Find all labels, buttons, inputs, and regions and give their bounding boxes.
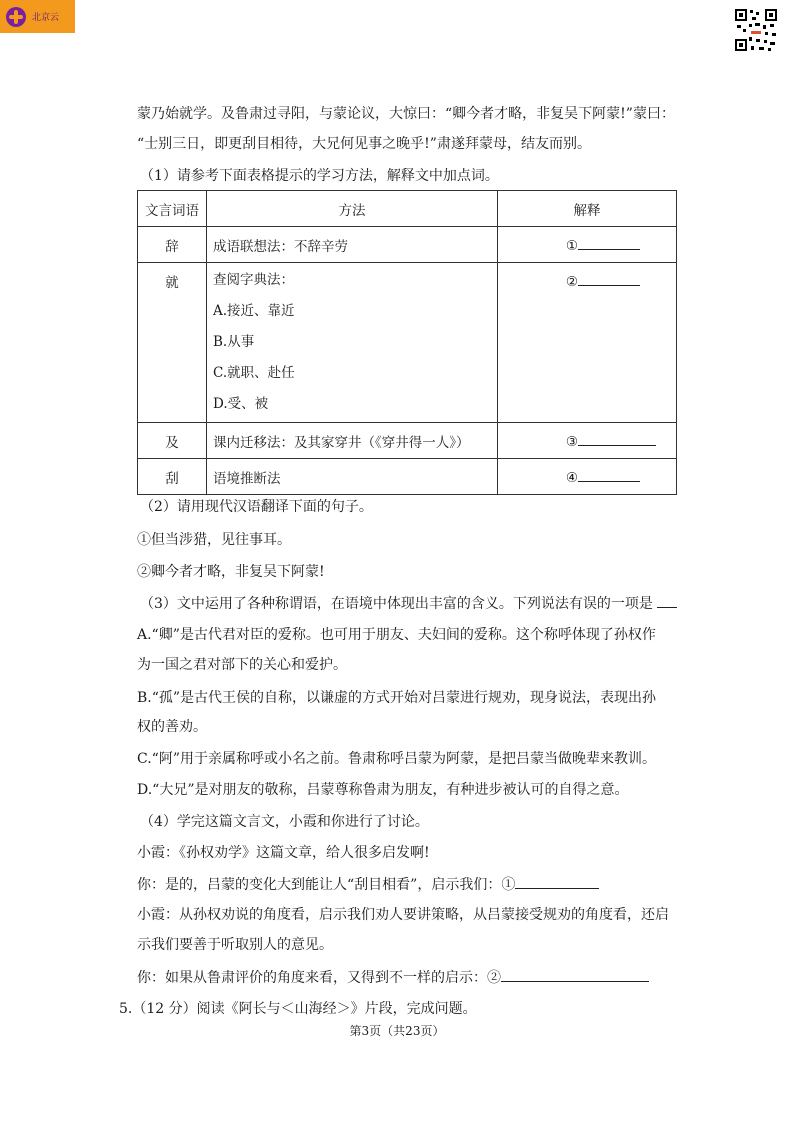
table-row [138,459,677,495]
q4-answer-blank-2[interactable] [501,967,649,982]
word-cell: 就 [138,263,207,423]
q2-item-2-text: 卿今者才略，非复吴下阿蒙! [151,564,325,580]
q2-item-2 [137,562,325,582]
brand-logo [0,0,75,33]
page-footer: 第3页（共23页） [349,1024,445,1038]
answer-blank-2[interactable] [578,271,640,286]
q3-option-b-line-2: 权的善劝。 [137,719,207,735]
table-row [138,423,677,459]
method-cell [207,263,498,423]
q3-option-a-line-1: A.“卿”是古代君对臣的爱称。也可用于朋友、夫妇间的爱称。这个称呼体现了孙权作 [137,627,656,643]
method-line: B.从事 [213,334,255,350]
header-method: 方法 [207,191,498,227]
q3-option-b-line-1: B.“孤”是古代王侯的自称，以谦虚的方式开始对吕蒙进行规劝，现身说法，表现出孙 [137,690,657,706]
word-cell: 及 [138,423,207,459]
q4-line-4 [137,967,649,988]
q2-item-1 [137,530,291,550]
q4-marker-2: ② [487,970,501,986]
answer-blank-4[interactable] [578,467,640,482]
q3-option-a-line-2: 为一国之君对部下的关心和爱护。 [137,657,347,673]
answer-blank-1[interactable] [578,235,640,250]
table-header-row [138,191,677,227]
answer-cell [498,459,677,495]
method-cell: 课内迁移法：及其家穿井（《穿井得一人》） [207,423,498,459]
word-cell: 辞 [138,227,207,263]
q3-option-d: D.“大兄”是对朋友的敬称，吕蒙尊称鲁肃为朋友，有种进步被认可的自得之意。 [137,782,629,798]
word-cell: 刮 [138,459,207,495]
q2-prompt: （2）请用现代汉语翻译下面的句子。 [140,499,373,515]
q3-answer-blank[interactable] [657,593,677,608]
q2-item-2-marker: ② [137,564,151,580]
answer-cell [498,263,677,423]
q1-prompt: （1）请参考下面表格提示的学习方法，解释文中加点词。 [140,168,499,184]
qr-code-icon [734,8,778,52]
brand-logo-text: 北京云 [32,13,60,23]
answer-marker: ③ [565,434,578,450]
q4-answer-blank-1[interactable] [515,874,599,889]
answer-marker: ② [565,274,578,290]
word-table [137,190,677,495]
q4-line-4-text: 你：如果从鲁肃评价的角度来看，又得到不一样的启示： [137,970,487,986]
q2-item-1-text: 但当涉猎，见往事耳。 [151,532,291,548]
answer-blank-3[interactable] [578,431,656,446]
paragraph-line-2: “士别三日，即更刮目相待，大兄何见事之晚乎!”肃遂拜蒙母，结友而别。 [137,136,591,152]
method-cell: 成语联想法：不辞辛劳 [207,227,498,263]
table-row [138,263,677,423]
q4-marker-1: ① [501,877,516,893]
method-cell: 语境推断法 [207,459,498,495]
q2-item-1-marker: ① [137,532,151,548]
method-line: C.就职、赴任 [213,365,295,381]
q4-prompt: （4）学完这篇文言文，小霞和你进行了讨论。 [140,814,429,830]
method-line: D.受、被 [213,396,269,412]
paragraph-line-1: 蒙乃始就学。及鲁肃过寻阳，与蒙论议，大惊曰：“卿今者才略，非复吴下阿蒙!”蒙曰： [137,106,675,122]
answer-cell [498,423,677,459]
answer-marker: ④ [565,470,578,486]
brand-mark-icon [6,7,26,27]
header-explanation: 解释 [498,191,677,227]
q4-line-3a: 小霞：从孙权劝说的角度看，启示我们劝人要讲策略，从吕蒙接受规劝的角度看，还启 [137,907,669,923]
q3-prompt [140,593,677,614]
table-row [138,227,677,263]
q4-line-2-text: 你：是的，吕蒙的变化大到能让人“刮目相看”，启示我们： [137,877,502,893]
q4-line-2 [137,874,599,895]
q3-prompt-text: （3）文中运用了各种称谓语，在语境中体现出丰富的含义。下列说法有误的一项是 [140,596,653,612]
q4-line-1: 小霞：《孙权劝学》这篇文章，给人很多启发啊! [137,845,430,861]
q4-line-3b: 示我们要善于听取别人的意见。 [137,937,333,953]
q5-heading: 5.（12 分）阅读《阿长与＜山海经＞》片段，完成问题。 [119,1001,477,1017]
answer-marker: ① [565,238,578,254]
q3-option-c: C.“阿”用于亲属称呼或小名之前。鲁肃称呼吕蒙为阿蒙，是把吕蒙当做晚辈来教训。 [137,751,656,767]
method-line: A.接近、靠近 [213,303,295,319]
answer-cell [498,227,677,263]
method-line: 查阅字典法： [213,272,294,288]
header-word: 文言词语 [138,191,207,227]
